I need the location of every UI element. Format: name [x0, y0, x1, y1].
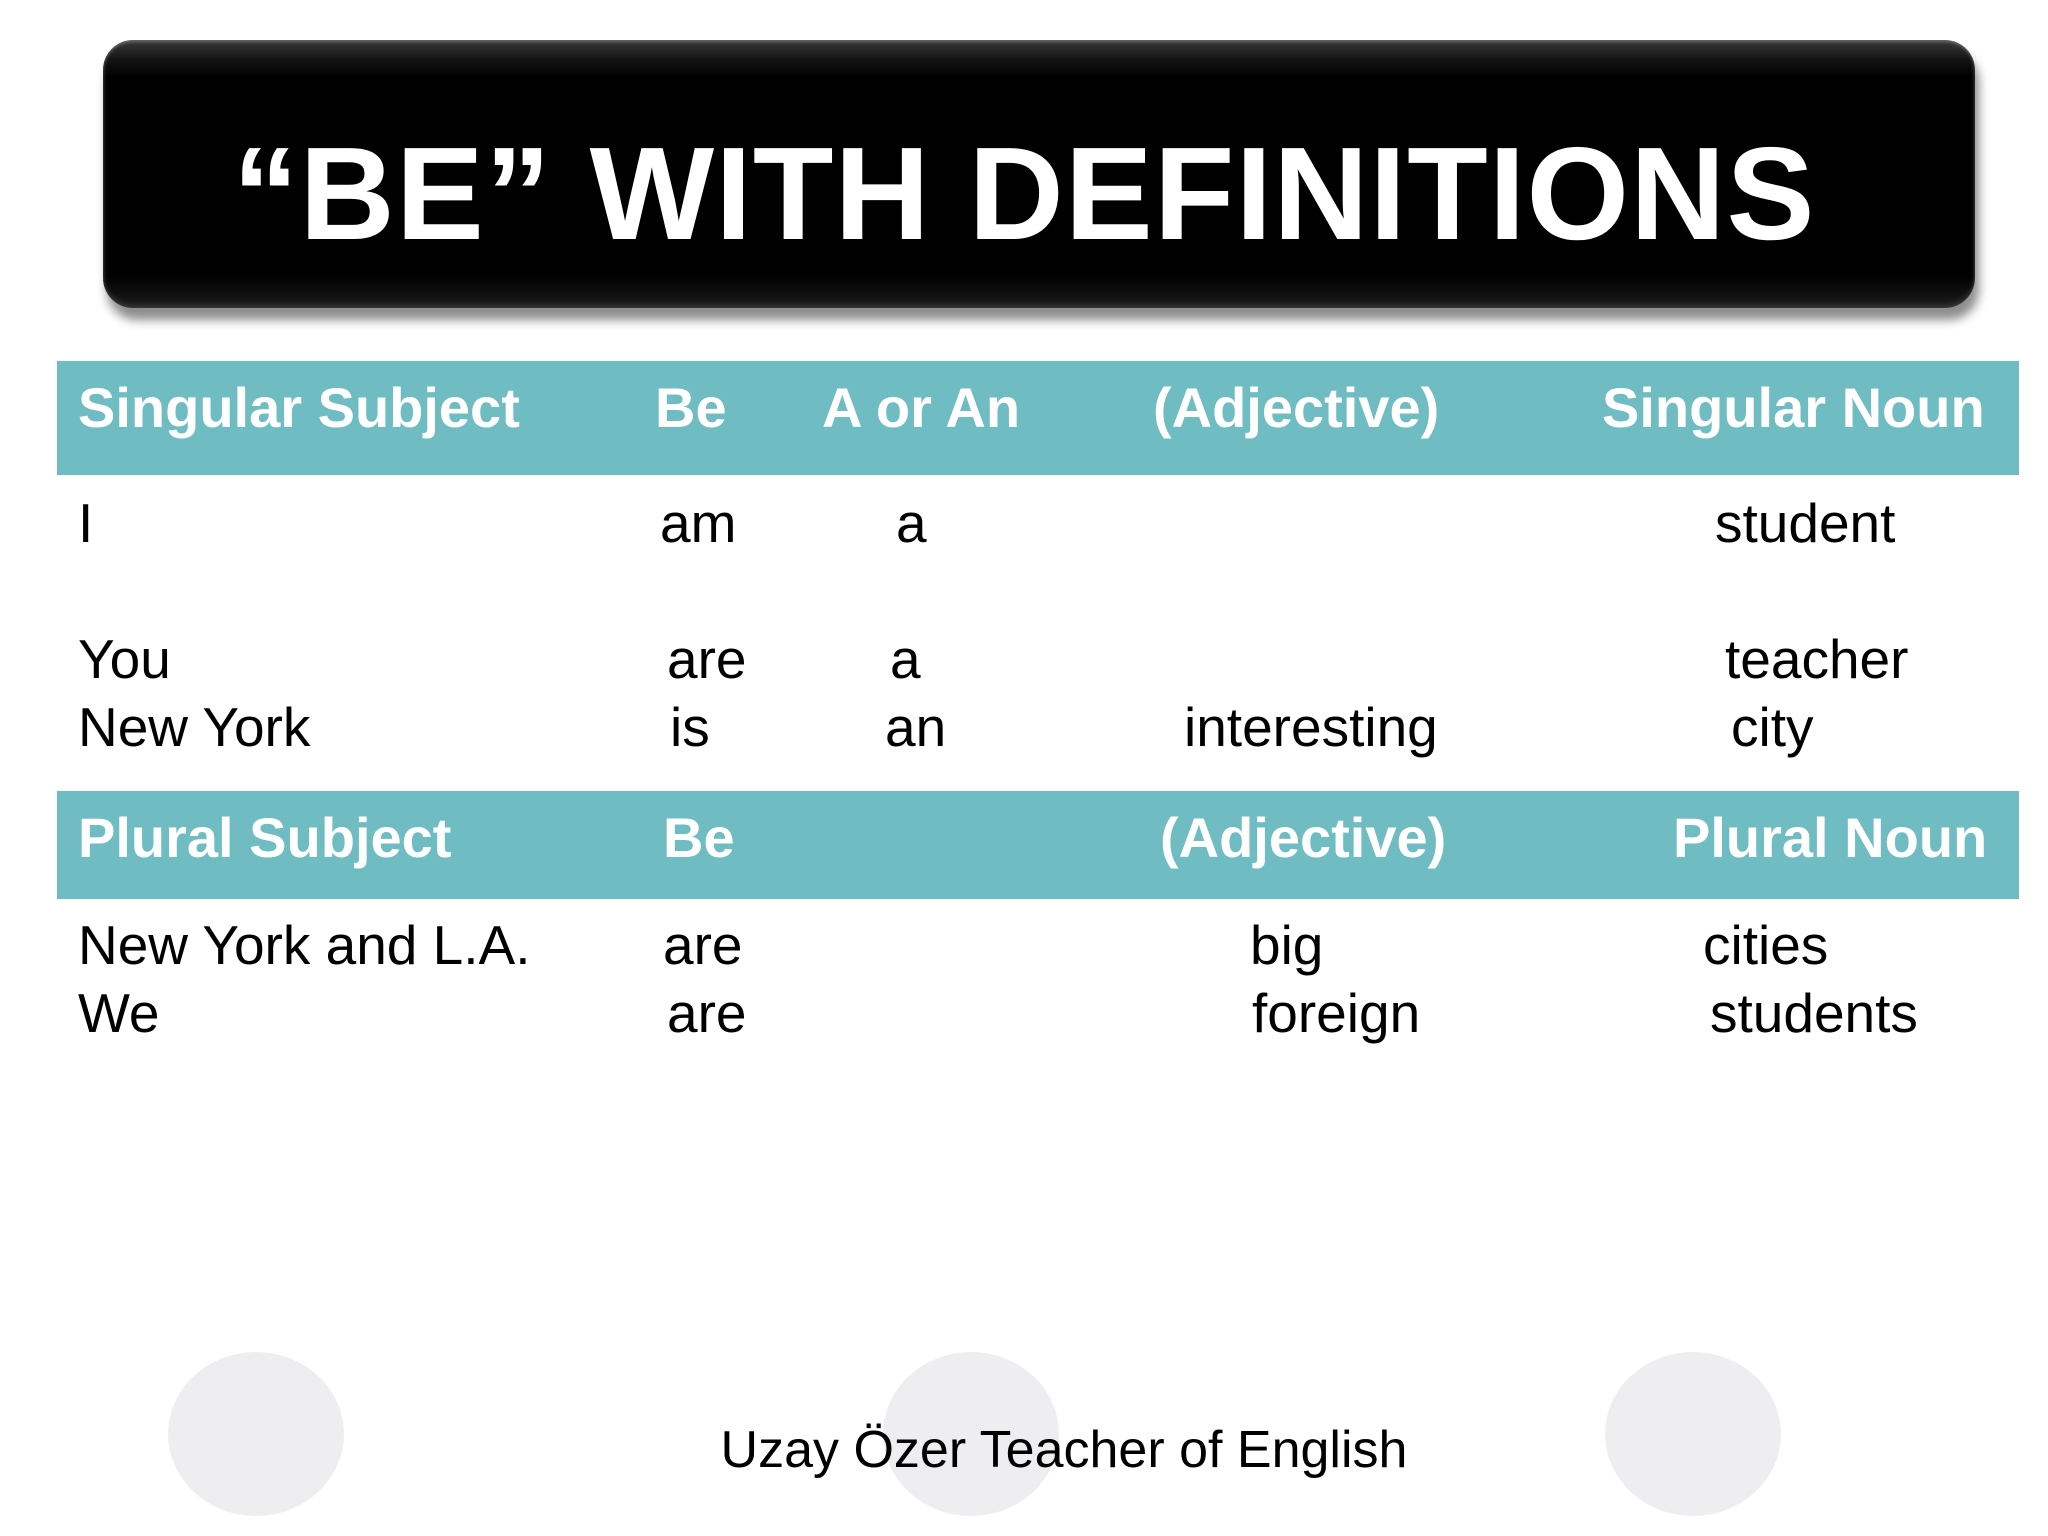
plural-row-1-adjective: big: [1250, 914, 1324, 976]
singular-row-2-subject: You: [78, 628, 171, 690]
plural-row-1-be: are: [663, 914, 743, 976]
plural-row-2-be: are: [667, 982, 747, 1044]
singular-row-2-be: are: [667, 628, 747, 690]
singular-noun-header: Singular Noun: [1602, 376, 1985, 439]
singular-article-header: A or An: [822, 376, 1021, 439]
singular-row-1-article: a: [896, 492, 927, 554]
plural-row-2-subject: We: [78, 982, 160, 1044]
plural-be-header: Be: [663, 806, 735, 869]
singular-row-2-noun: teacher: [1725, 628, 1909, 690]
singular-row-1-noun: student: [1715, 492, 1896, 554]
singular-row-3-subject: New York: [78, 696, 311, 758]
plural-adjective-header: (Adjective): [1160, 806, 1447, 869]
singular-row-3-noun: city: [1731, 696, 1814, 758]
plural-subject-header: Plural Subject: [78, 806, 452, 869]
singular-row-3-be: is: [670, 696, 710, 758]
singular-row-3-article: an: [885, 696, 947, 758]
plural-row-2-noun: students: [1710, 982, 1918, 1044]
singular-row-3-adjective: interesting: [1184, 696, 1438, 758]
singular-adjective-header: (Adjective): [1153, 376, 1440, 439]
singular-be-header: Be: [655, 376, 727, 439]
plural-row-2-adjective: foreign: [1252, 982, 1421, 1044]
slide-title: “BE” WITH DEFINITIONS: [232, 120, 1816, 267]
singular-row-1-subject: I: [78, 492, 94, 554]
footer-credit: Uzay Özer Teacher of English: [720, 1421, 1408, 1479]
plural-row-1-subject: New York and L.A.: [78, 914, 531, 976]
singular-subject-header: Singular Subject: [78, 376, 520, 439]
singular-row-1-be: am: [660, 492, 737, 554]
plural-row-1-noun: cities: [1703, 914, 1829, 976]
singular-row-2-article: a: [890, 628, 921, 690]
plural-noun-header: Plural Noun: [1673, 806, 1988, 869]
